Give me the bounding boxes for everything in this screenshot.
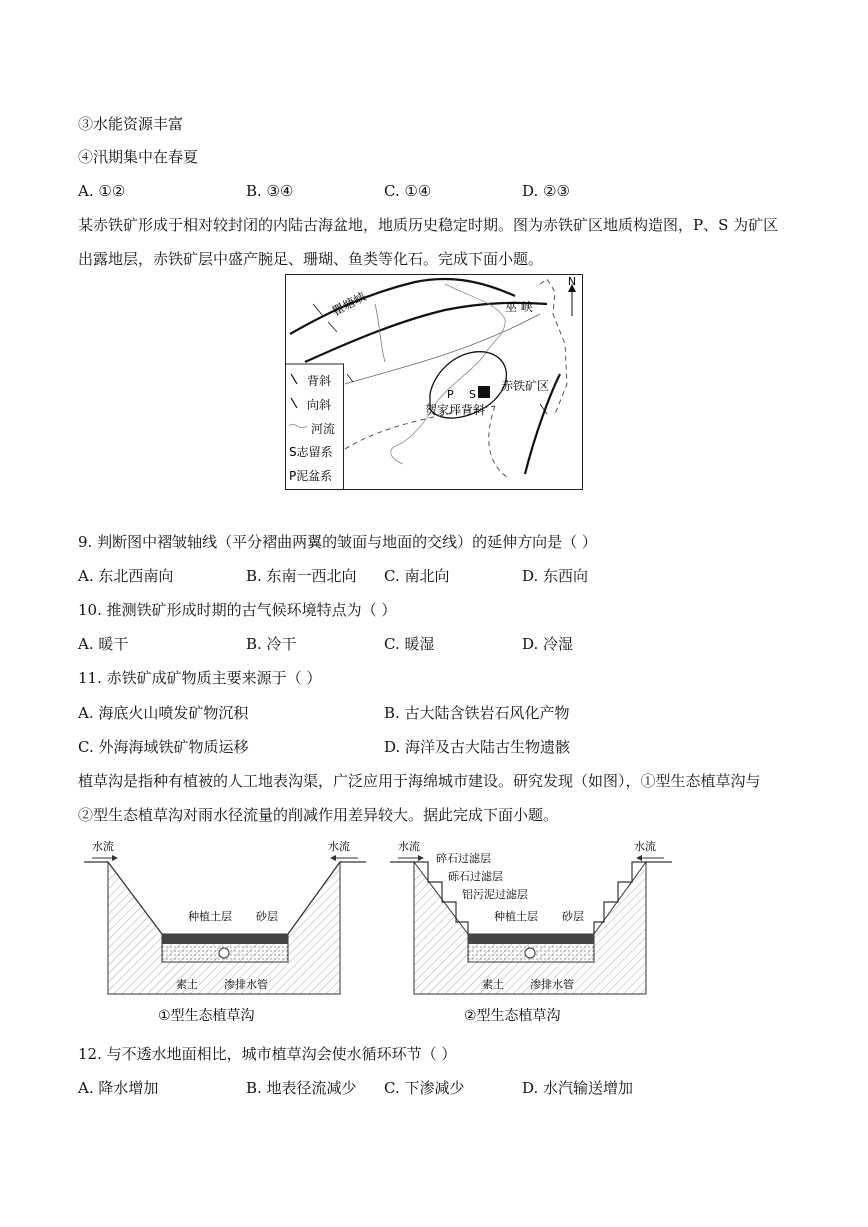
swale2-base-label: 素土 [482,978,504,991]
mine-label: 赤铁矿区 [501,379,550,393]
q9-stem: 9. 判断图中褶皱轴线（平分褶曲两翼的皱面与地面的交线）的延伸方向是（ ） [78,533,597,551]
q10-option-c: C. 暖湿 [384,635,435,653]
q12-option-d: D. 水汽输送增加 [522,1079,634,1097]
q11-option-d: D. 海洋及古大陆古生物遗骸 [384,738,571,756]
swale1-caption: ①型生态植草沟 [158,1008,255,1024]
q10-option-a: A. 暖干 [78,635,129,653]
geology-map [285,274,583,490]
legend-silurian: S志留系 [289,445,333,459]
q9-option-c: C. 南北向 [384,567,450,585]
q12-stem: 12. 与不透水地面相比，城市植草沟会使水循环环节（ ） [78,1045,457,1063]
anticline-name-label: 贺家坪背斜 [425,403,486,417]
q9-option-d: D. 东西向 [522,567,589,585]
legend-devonian: P泥盆系 [289,469,333,483]
swale-type1-diagram [78,834,372,1032]
swale2-soil-label: 种植土层 [494,910,538,923]
legend-syncline: 向斜 [307,398,332,412]
north-label: N [567,275,577,288]
q11-option-b: B. 古大陆含铁岩石风化产物 [384,704,570,722]
passage-iron-line2: 出露地层，赤铁矿层中盛产腕足、珊瑚、鱼类等化石。完成下面小题。 [78,250,544,268]
q8-option-c: C. ①④ [384,182,432,200]
p-label: P [447,388,454,401]
q12-option-a: A. 降水增加 [78,1079,159,1097]
passage-swale-line2: ②型生态植草沟对雨水径流量的削减作用差异较大。据此完成下面小题。 [78,806,559,824]
swale1-soil-label: 种植土层 [188,910,232,923]
item-4: ④汛期集中在春夏 [78,148,199,166]
q10-stem: 10. 推测铁矿形成时期的古气候环境特点为（ ） [78,601,397,619]
q11-option-a: A. 海底火山喷发矿物沉积 [78,704,249,722]
swale-type2-diagram [384,834,678,1032]
q9-option-a: A. 东北西南向 [78,567,174,585]
swale2-gravel2-label: 砾石过滤层 [448,870,503,883]
q11-option-c: C. 外海海域铁矿物质运移 [78,738,249,756]
swale1-base-label: 素土 [176,978,198,991]
q12-option-c: C. 下渗减少 [384,1079,465,1097]
passage-swale-line1: 植草沟是指种有植被的人工地表沟渠，广泛应用于海绵城市建设。研究发现（如图），①型生态植草沟与 [78,772,761,790]
q8-option-b: B. ③④ [246,182,294,200]
swale2-caption: ②型生态植草沟 [464,1008,561,1024]
s-label: S [469,388,476,401]
wuxia-label: 巫 峡 [505,300,533,314]
q10-option-b: B. 冷干 [246,635,297,653]
legend-river: 河流 [311,422,336,436]
item-3: ③水能资源丰富 [78,115,184,133]
swale2-flow-right: 水流 [634,840,656,853]
passage-iron-line1: 某赤铁矿形成于相对较封闭的内陆古海盆地，地质历史稳定时期。图为赤铁矿区地质构造图，P、S 为矿区 [78,216,779,234]
swale2-sludge-label: 铝污泥过滤层 [462,888,528,901]
q10-option-d: D. 冷湿 [522,635,574,653]
legend-anticline: 背斜 [307,374,332,388]
q12-option-b: B. 地表径流减少 [246,1079,357,1097]
q8-option-a: A. ①② [78,182,126,200]
swale2-flow-left: 水流 [398,840,420,853]
q9-option-b: B. 东南一西北向 [246,567,357,585]
swale2-gravel1-label: 碎石过滤层 [436,852,491,865]
qutang-label: 瞿塘峡 [329,289,369,319]
swale2-sand-label: 砂层 [562,910,584,923]
swale2-pipe-label: 渗排水管 [530,978,574,991]
q11-stem: 11. 赤铁矿成矿物质主要来源于（ ） [78,669,322,687]
swale1-sand-label: 砂层 [256,910,278,923]
swale1-flow-left: 水流 [92,840,114,853]
swale1-pipe-label: 渗排水管 [224,978,268,991]
q8-option-d: D. ②③ [522,182,570,200]
swale1-flow-right: 水流 [328,840,350,853]
